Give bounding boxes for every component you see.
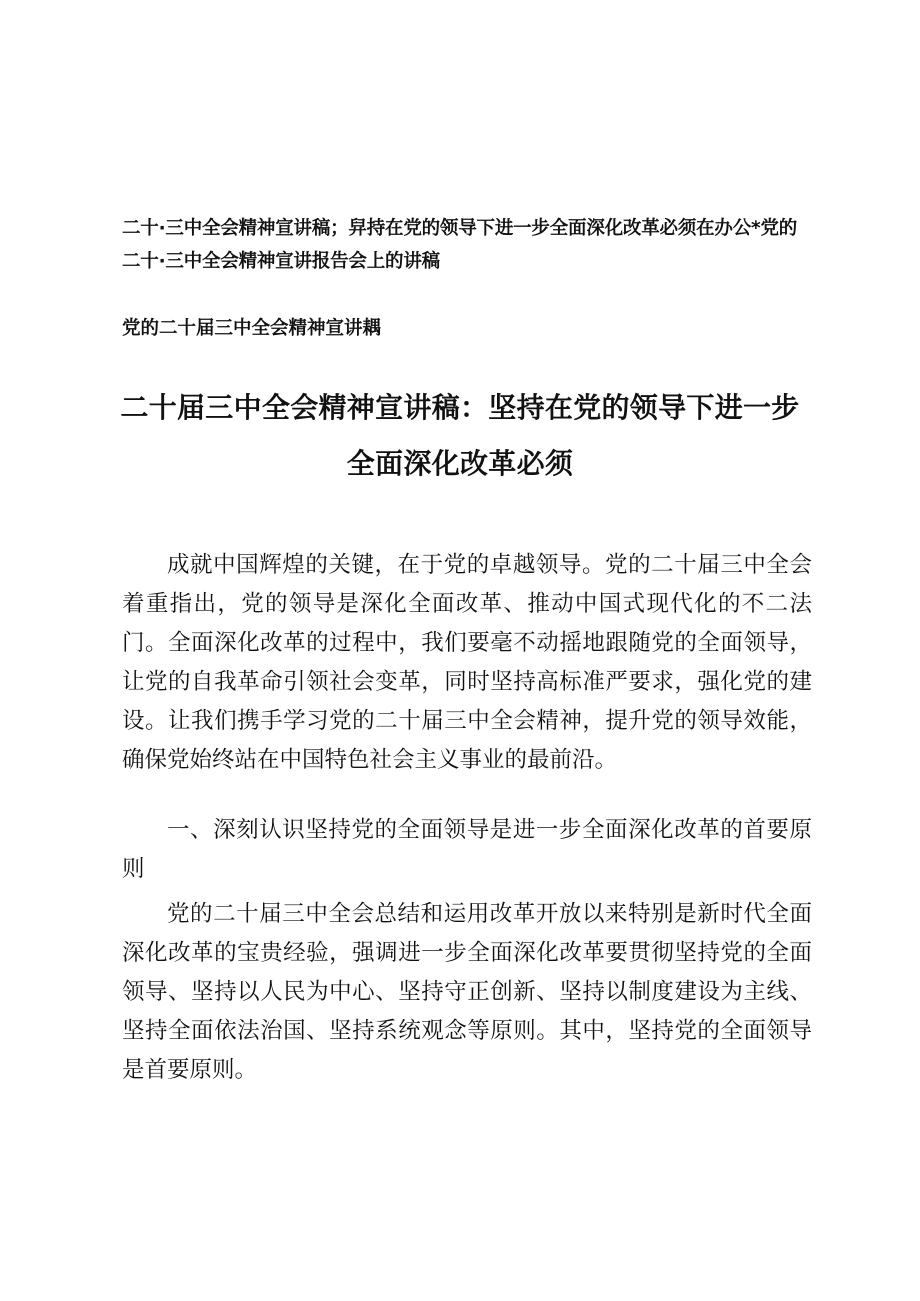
main-title-line-2: 全面深化改革必须 [346, 447, 574, 480]
body-paragraph: 党的二十届三中全会总结和运用改革开放以来特别是新时代全面深化改革的宝贵经验，强调进一步全面深化改革要贯彻坚持党的全面领导、坚持以人民为中心、坚持守正创新、坚持以制度建设为主线、坚持全面依法治国、坚持系统观念等原则。其中，坚持党的全面领导是首要原则。 [122, 901, 812, 1083]
sub-title: 党的二十届三中全会精神宣讲耦 [122, 318, 382, 339]
main-title [110, 380, 810, 492]
main-title-line-1: 二十届三中全会精神宣讲稿：坚持在党的领导下进一步 [120, 391, 800, 424]
header-title: 二十·三中全会精神宣讲稿；舁持在党的领导下进一步全面深化改革必须在办公*党的二十·三中全会精神宣讲报告会上的讲稿 [122, 218, 798, 272]
section-heading: 一、深刻认识坚持党的全面领导是进一步全面深化改革的首要原则 [122, 817, 812, 882]
intro-paragraph: 成就中国辉煌的关键，在于党的卓越领导。党的二十届三中全会着重指出，党的领导是深化全面改革、推动中国式现代化的不二法门。全面深化改革的过程中，我们要毫不动摇地跟随党的全面领导，让党的自我革命引领社会变革，同时坚持高标准严要求，强化党的建设。让我们携手学习党的二十届三中全会精神，提升党的领导效能，确保党始终站在中国特色社会主义事业的最前沿。 [122, 552, 812, 773]
